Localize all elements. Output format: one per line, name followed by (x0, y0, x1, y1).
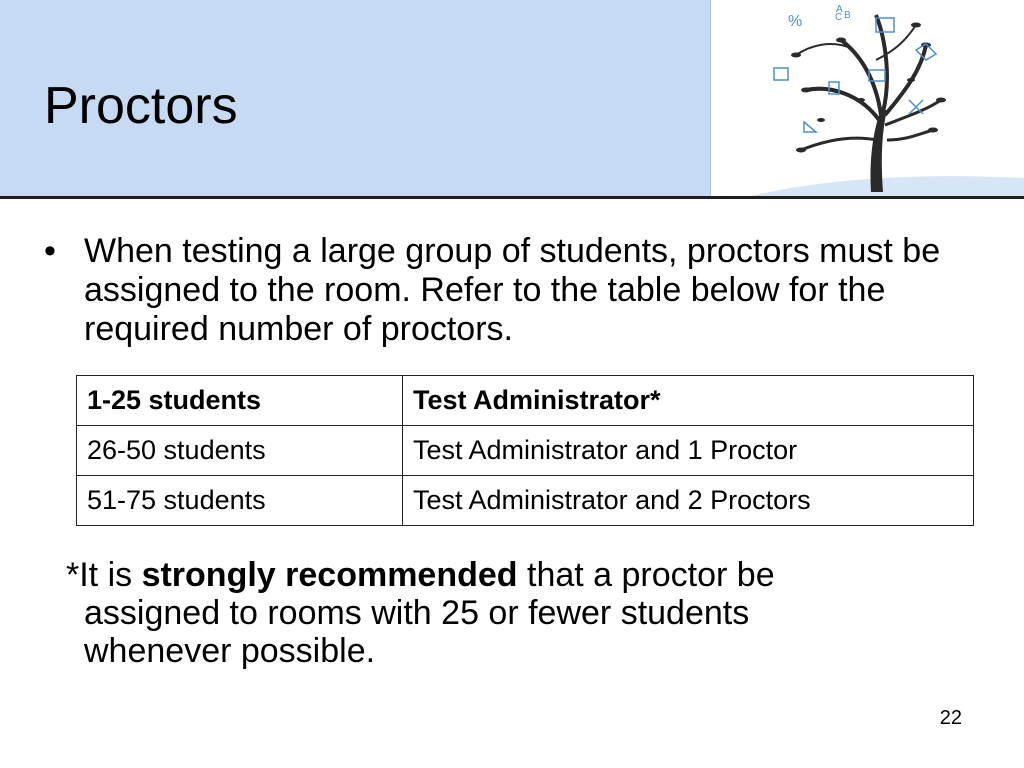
note-prefix: *It is (66, 556, 142, 594)
students-cell: 26-50 students (77, 426, 403, 476)
title-banner (0, 0, 711, 196)
note-line3: whenever possible. (84, 632, 376, 670)
header-divider (0, 196, 1024, 199)
svg-text:A: A (836, 4, 843, 15)
table-row (77, 426, 974, 476)
bullet-item (44, 232, 944, 349)
recommendation-note (66, 556, 946, 670)
staff-cell: Test Administrator and 1 Proctor (403, 426, 974, 476)
svg-text:B: B (844, 10, 851, 21)
bullet-text: When testing a large group of students, proctors must be assigned to the room. Refer to the table below for the required number of proctors. (84, 232, 941, 348)
bullet-marker: • (44, 232, 56, 270)
svg-text:C: C (835, 12, 843, 23)
students-cell: 1-25 students (77, 376, 403, 426)
proctor-requirements-table (76, 375, 974, 526)
education-tree-icon (711, 0, 1024, 196)
students-cell: 51-75 students (77, 476, 403, 526)
table-row (77, 476, 974, 526)
staff-cell: Test Administrator* (403, 376, 974, 426)
slide-number: 22 (939, 707, 962, 729)
note-emphasis: strongly recommended (141, 556, 518, 594)
staff-cell: Test Administrator and 2 Proctors (403, 476, 974, 526)
table-row (77, 376, 974, 426)
note-line2: assigned to rooms with 25 or fewer students (84, 594, 750, 632)
note-line1-suffix: that a proctor be (517, 556, 775, 594)
svg-text:%: % (788, 13, 803, 30)
slide-title: Proctors (44, 77, 238, 135)
